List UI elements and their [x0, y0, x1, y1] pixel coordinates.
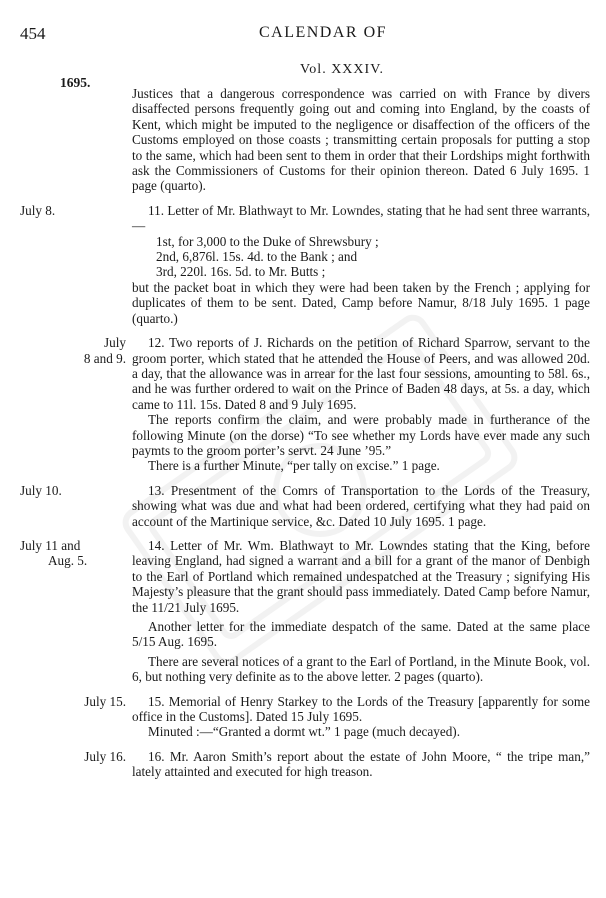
entry-date-line: July 16. [84, 748, 126, 764]
entry-date [20, 203, 132, 326]
entry-paragraph: but the packet boat in which they were had been taken by the French ; applying for duplicates of them to be sent. Dated, Camp before Namur, 8/18 July 1695. 1 page (quarto.) [132, 279, 590, 326]
entry-text [132, 749, 590, 780]
entry-date [20, 749, 132, 780]
entry-text [132, 694, 590, 740]
entry-paragraph: 15. Memorial of Henry Starkey to the Lords of the Treasury [apparently for some office in the Customs]. Dated 15 July 1695. [132, 693, 590, 725]
entry-paragraph: 14. Letter of Mr. Wm. Blathwayt to Mr. Lowndes stating that the King, before leaving England, had signed a warrant and a bill for a grant of the manor of Denbigh to the Earl of Portland which remained undespatched at the Treasury ; signifying His Majesty’s pleasure that the grant should pass immediately. Dated Camp before Namur, the 11/21 July 1695. [132, 537, 590, 615]
entry-14 [20, 538, 590, 685]
entry-paragraph: Minuted :—“Granted a dormt wt.” 1 page (much decayed). [148, 724, 460, 740]
entry-paragraph: Justices that a dangerous correspondence was carried on with France by divers disaffected persons frequently going out and coming into England, by the coasts of Kent, which might be imputed to the negligence or disaffection of the officers of the Customs employed on those coasts ; transmitting certain proposals for putting a stop to the same, which had been sent to them in order that their Lordships might forthwith ask the Commissioners of Customs for their opinion thereon. Dated 6 July 1695. 1 page (quarto). [132, 86, 590, 194]
entry-text [132, 203, 590, 326]
entry-date-line: July 11 and [20, 537, 81, 553]
entry-text [132, 86, 590, 194]
entry-date [20, 694, 132, 740]
warrant-item: 3rd, 220l. 16s. 5d. to Mr. Butts ; [156, 264, 326, 280]
entry-date [20, 483, 132, 529]
entry-16 [20, 749, 590, 780]
entry-date-line: July [104, 335, 126, 351]
page-header [20, 24, 586, 48]
entry-paragraph: 11. Letter of Mr. Blathwayt to Mr. Lowndes, stating that he had sent three warrants,— [132, 202, 590, 234]
entry-paragraph: There are several notices of a grant to the Earl of Portland, in the Minute Book, vol. 6, but nothing very definite as to the above letter. 2 pages (quarto). [132, 653, 591, 685]
warrant-item: 1st, for 3,000 to the Duke of Shrewsbury ; [156, 233, 379, 249]
entry-date-line: Aug. 5. [48, 553, 88, 569]
entry-date [20, 86, 132, 194]
entry-date [20, 335, 132, 474]
entry-date-line: July 10. [20, 482, 62, 498]
entry-date-line: 8 and 9. [83, 350, 126, 366]
warrant-list [156, 234, 590, 280]
volume-heading: Vol. XXXIV. [300, 62, 384, 77]
entry-15 [20, 694, 590, 740]
entry-paragraph: 13. Presentment of the Comrs of Transportation to the Lords of the Treasury, showing what was due and what had been ordered, certifying what they had paid on account of the Martinique service, &c. Dated 10 July 1695. 1 page. [132, 482, 590, 529]
entry-text [132, 335, 590, 474]
year-label: 1695. [60, 75, 91, 90]
entry-paragraph: There is a further Minute, “per tally on excise.” 1 page. [148, 458, 440, 474]
entry-text [132, 538, 590, 685]
warrant-item: 2nd, 6,876l. 15s. 4d. to the Bank ; and [156, 249, 358, 265]
entry-paragraph: 12. Two reports of J. Richards on the petition of Richard Sparrow, servant to the groom porter, which stated that he attended the House of Peers, and was allowed 20d. a day, that the allowance was in arrear for the last four sessions, amounting to 58l. 6s., and he was further ordered to wait on the Prince of Baden 48 days, at 5s. a day, which came to 11l. 15s. Dated 8 and 9 July 1695. [132, 335, 590, 412]
entry-date-line: July 15. [84, 693, 126, 709]
entry-text [132, 483, 590, 529]
entry-12 [20, 335, 590, 474]
entry-11 [20, 203, 590, 326]
page-number: 454 [20, 24, 46, 43]
calendar-body [20, 86, 590, 789]
entry-date-line: July 8. [20, 202, 56, 218]
entry-date [20, 538, 132, 685]
entry-paragraph: 16. Mr. Aaron Smith’s report about the estate of John Moore, “ the tripe man,” lately attainted and executed for high treason. [132, 748, 590, 780]
entry-13 [20, 483, 590, 529]
running-title: CALENDAR OF [258, 24, 388, 41]
entry-paragraph: Another letter for the immediate despatch of the same. Dated at the same place 5/15 Aug. 1695. [132, 619, 590, 650]
entry-continuation [20, 86, 590, 194]
entry-paragraph: The reports confirm the claim, and were probably made in furtherance of the following Minute (on the dorse) “To see whether my Lords have ever made any such paymts to the groom porter’s servt. 24 June ’95.” [132, 412, 590, 458]
